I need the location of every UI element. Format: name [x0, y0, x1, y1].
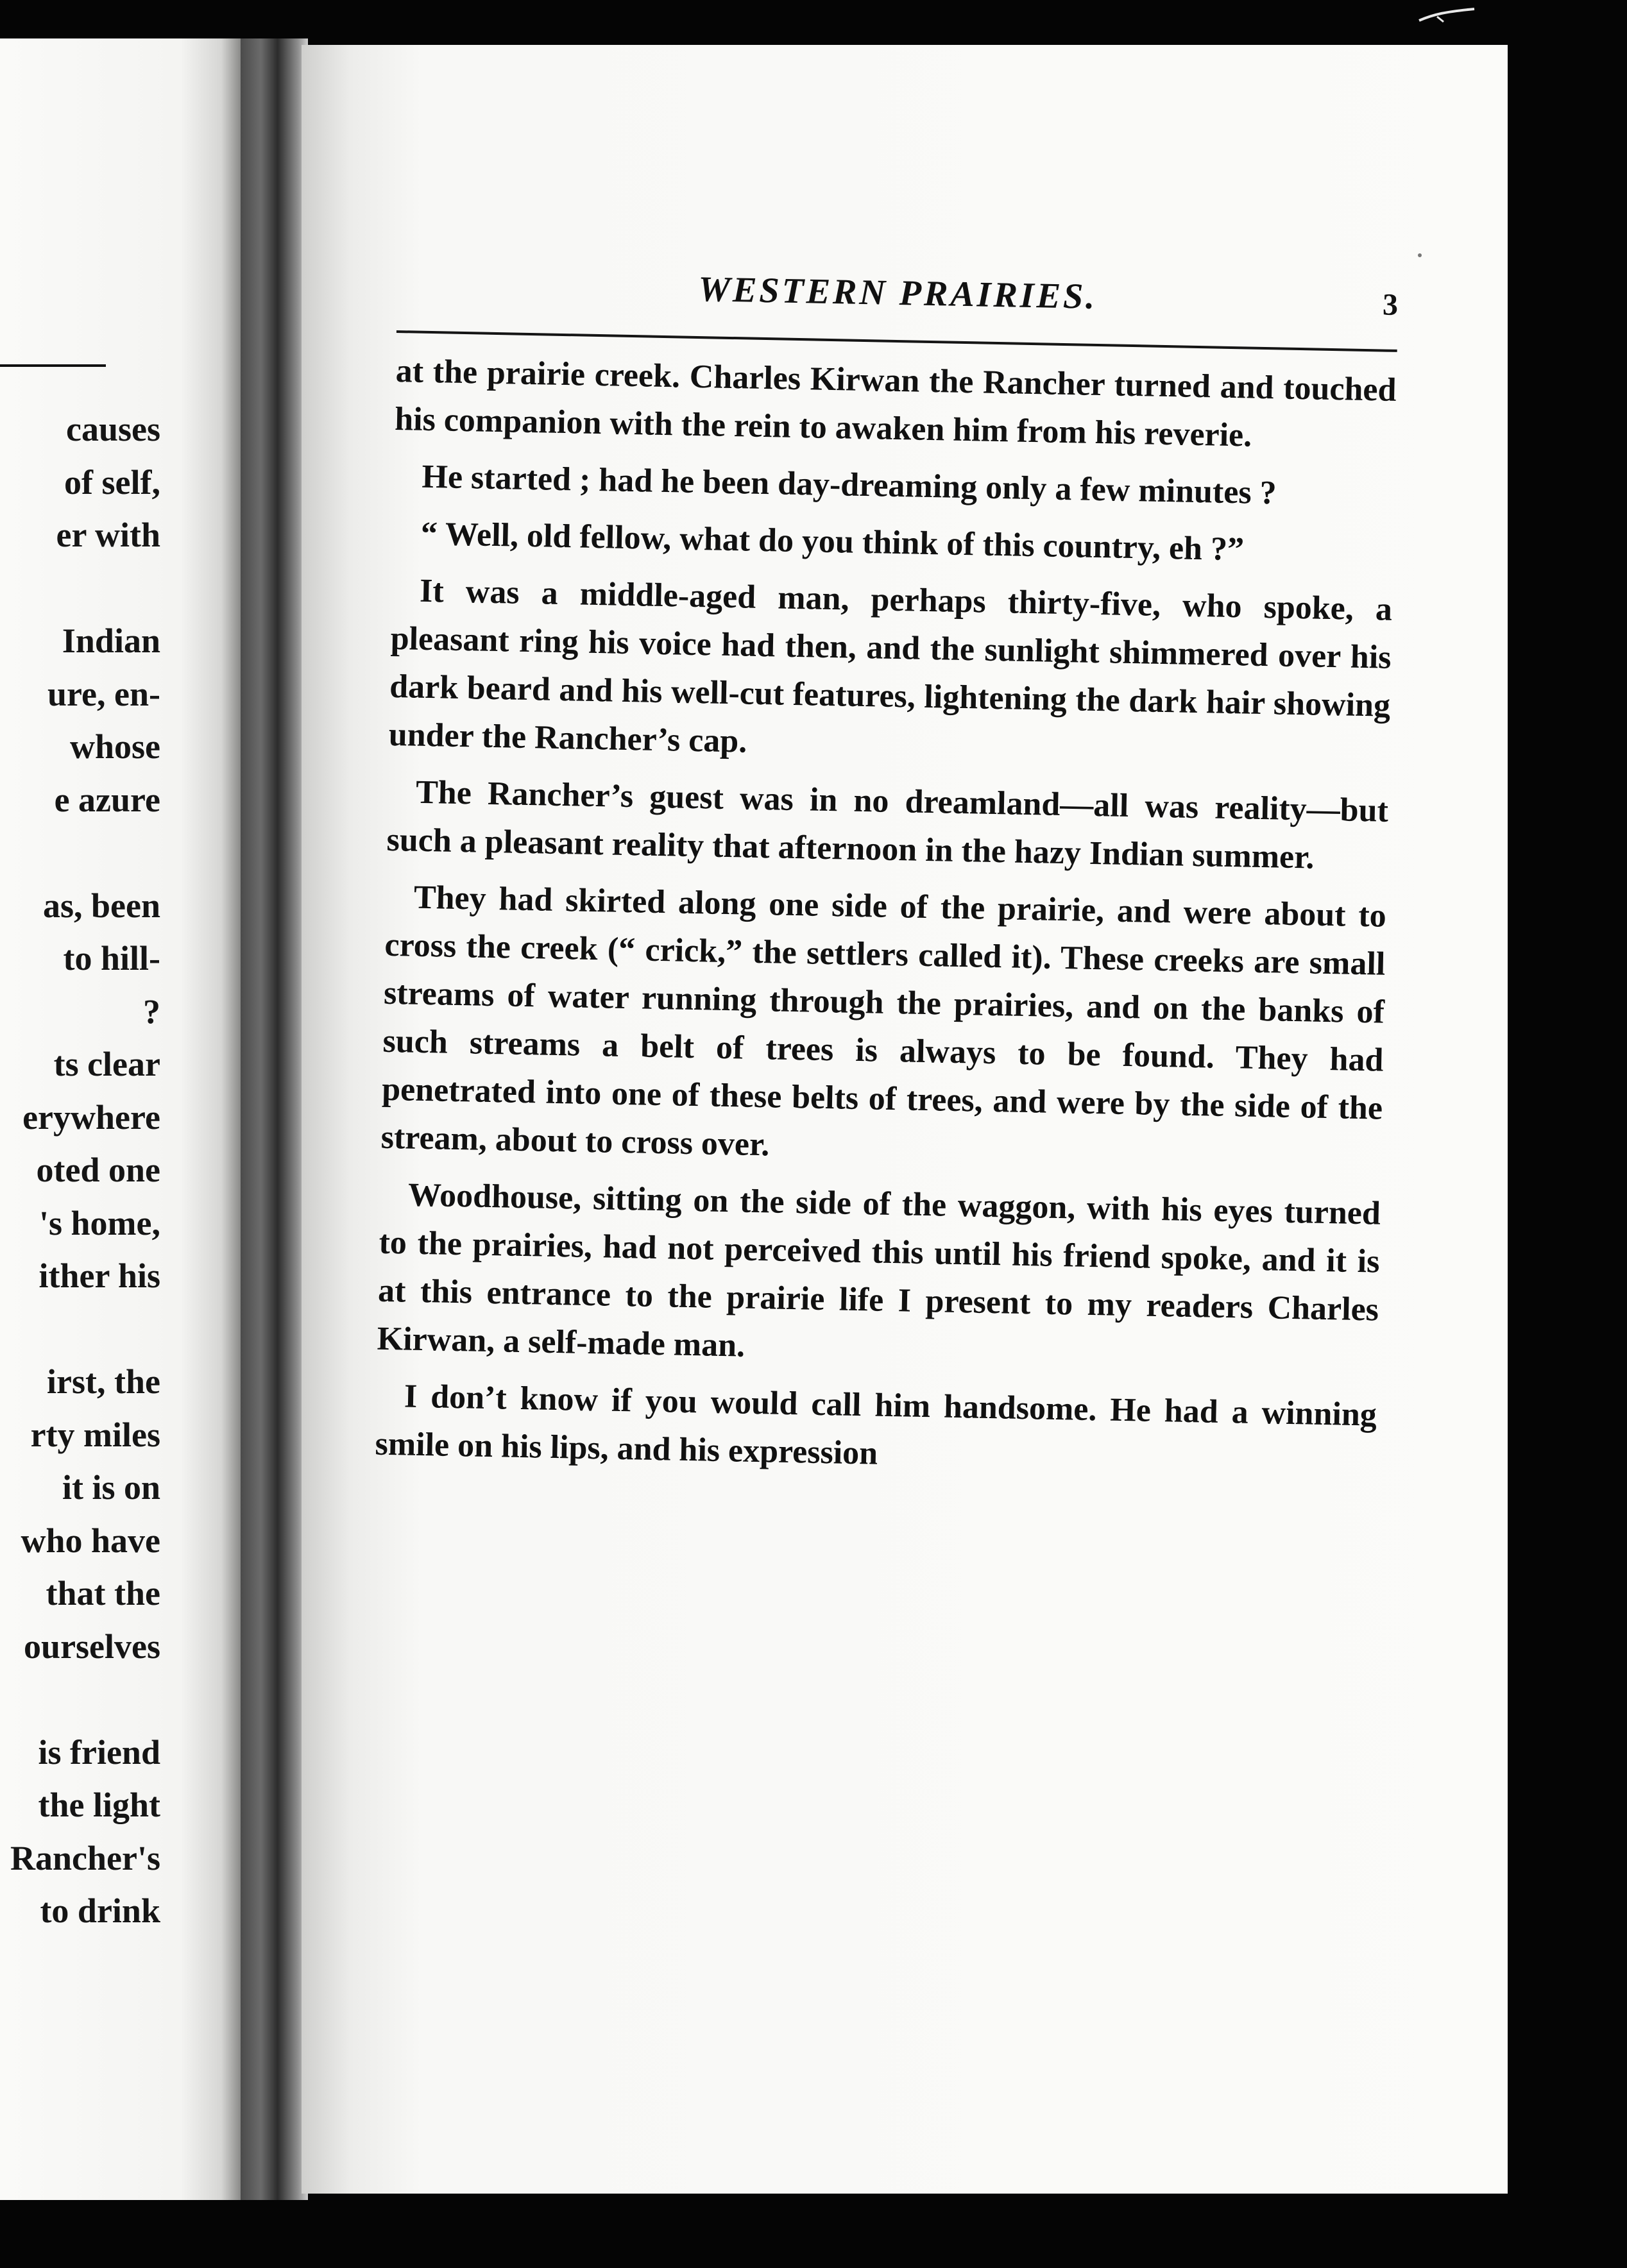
page-number: 3 — [1382, 287, 1399, 322]
left-line: ts clear — [53, 1045, 160, 1083]
left-line: to hill- — [63, 939, 160, 977]
paragraph: I don’t know if you would call him handsome. He had a winning smile on his lips, and his expression — [375, 1378, 1377, 1472]
running-title: WESTERN PRAIRIES. — [697, 269, 1098, 317]
left-line: whose — [69, 727, 160, 766]
body-text — [375, 347, 1397, 1487]
left-page-text — [10, 403, 160, 1938]
paragraph: He started ; had he been day-dreaming only a few minutes ? — [422, 458, 1277, 512]
left-line: is friend — [38, 1732, 160, 1772]
left-line — [10, 1303, 160, 1356]
left-line: rty miles — [30, 1415, 160, 1454]
left-line: 's home, — [39, 1203, 160, 1242]
left-line: irst, the — [47, 1362, 160, 1401]
left-line: Rancher's — [10, 1838, 160, 1877]
left-line: e azure — [54, 780, 160, 819]
page-content — [375, 263, 1399, 1496]
paragraph: They had skirted along one side of the prairie, and were about to cross the creek (“ crick,” the settlers called it). These creeks are small streams of water running through the prairies, and on the banks of such streams a belt of trees is always to be found. They had penetrated into one of these belts of trees, and were by the side of the stream, about to cross over. — [380, 879, 1387, 1164]
paragraph: at the prairie creek. Charles Kirwan the Rancher turned and touched his companion with the rein to awaken him from his reverie. — [394, 352, 1397, 454]
left-page — [0, 38, 241, 2200]
left-line: er with — [56, 516, 160, 554]
paragraph: “ Well, old fellow, what do you think of this country, eh ?” — [420, 515, 1245, 568]
left-line: oted one — [36, 1151, 160, 1189]
scan-dust-speck — [1418, 253, 1422, 257]
left-line: erywhere — [22, 1097, 160, 1137]
left-line: ourselves — [24, 1627, 160, 1666]
left-line: Indian — [62, 622, 160, 660]
left-line: the light — [38, 1786, 160, 1824]
right-page — [302, 45, 1508, 2194]
left-line: that the — [46, 1574, 160, 1612]
left-page-head-rule — [0, 364, 106, 367]
left-line: it is on — [62, 1468, 160, 1507]
left-line: ither his — [38, 1257, 160, 1295]
left-line: ? — [143, 992, 160, 1031]
scan-corner-mark — [1418, 8, 1476, 23]
paragraph: The Rancher’s guest was in no dreamland—all was reality—but such a pleasant reality that afternoon in the hazy Indian summer. — [386, 774, 1389, 876]
left-line — [10, 826, 160, 879]
left-line: ure, en- — [47, 674, 160, 713]
left-line: to drink — [40, 1891, 160, 1930]
left-line: as, been — [42, 886, 160, 925]
left-line — [10, 1673, 160, 1726]
running-head — [396, 263, 1399, 350]
left-line: causes — [66, 410, 160, 448]
left-line: who have — [21, 1521, 160, 1560]
book-gutter-shadow — [241, 38, 308, 2200]
left-line: of self, — [64, 462, 160, 502]
paragraph: It was a middle-aged man, perhaps thirty-five, who spoke, a pleasant ring his voice had then, and the sunlight shimmered over his dark beard and his well-cut features, lightening the dark hair showing under the Rancher’s cap. — [388, 572, 1393, 760]
left-line — [10, 562, 160, 615]
paragraph: Woodhouse, sitting on the side of the waggon, with his eyes turned to the prairies, had not perceived this until his friend spoke, and it is at this entrance to the prairie life I present to my readers Charles Kirwan, a self-made man. — [377, 1176, 1381, 1364]
